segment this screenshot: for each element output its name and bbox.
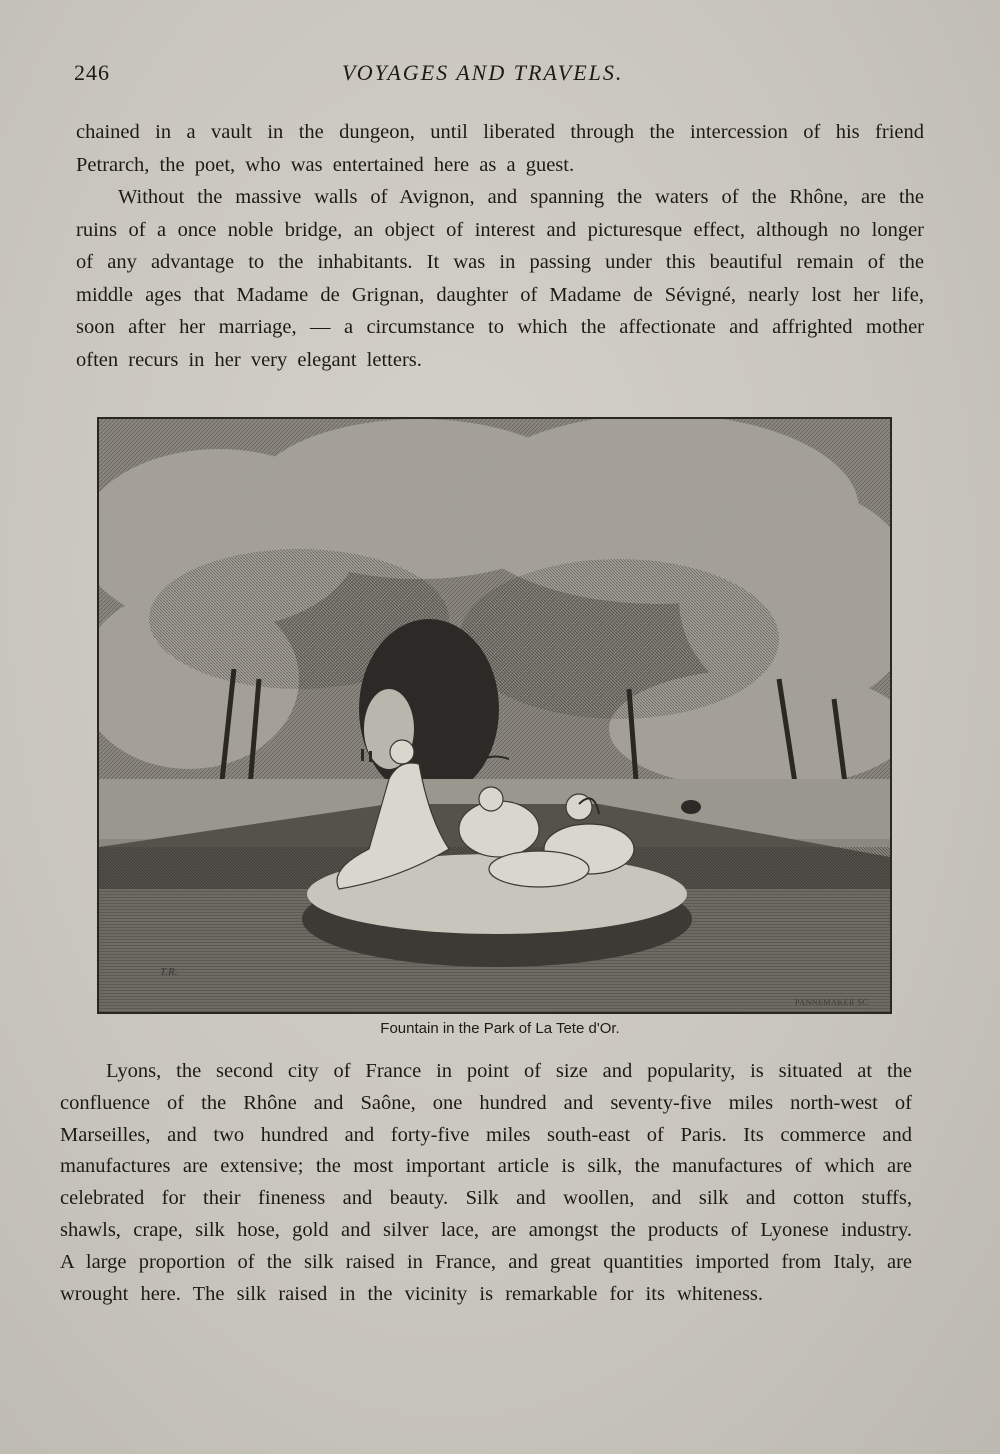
paragraph-continued: chained in a vault in the dungeon, until liberated through the intercession of his friend Petrarch, the poet, who was entertained here as a guest. [76,121,924,176]
figure-caption: Fountain in the Park of La Tete d'Or. [380,1020,620,1037]
engraver-signature: PANNEMAKER SC. [795,998,871,1007]
engraver-initials: T.R. [160,966,178,978]
paragraph-lyons: Lyons, the second city of France in point of size and popularity, is situated at the confluence of the Rhône and Saône, one hundred and seventy-five miles north-west of Marseilles, and two hundred and forty-five miles south-east of Paris. Its commerce and manufactures are extensive; the most important article is silk, the manufactures of which are celebrated for their fineness and beauty. Silk and woollen, and silk and cotton stuffs, shawls, crape, silk hose, gold and silver lace, are amongst the products of Lyonese industry. A large proportion of the silk raised in France, and great quantities imported from Italy, are wrought here. The silk raised in the vicinity is remarkable for its whiteness. [60,1060,912,1305]
engraving-illustration [99,419,890,1012]
page-number: 246 [74,60,110,85]
running-head: VOYAGES AND TRAVELS. [342,60,624,85]
paragraph-avignon-bridge: Without the massive walls of Avignon, and spanning the waters of the Rhône, are the ruins of a once noble bridge, an object of interest and picturesque effect, although no longer of any advantage to the inhabitants. It was in passing under this beautiful remain of the middle ages that Madame de Grignan, daughter of Madame de Sévigné, nearly lost her life, soon after her marriage, — a circumstance to which the affectionate and affrighted mother often recurs in her very elegant letters. [76,186,924,371]
page-header [74,60,934,92]
engraving-fountain [97,417,892,1014]
